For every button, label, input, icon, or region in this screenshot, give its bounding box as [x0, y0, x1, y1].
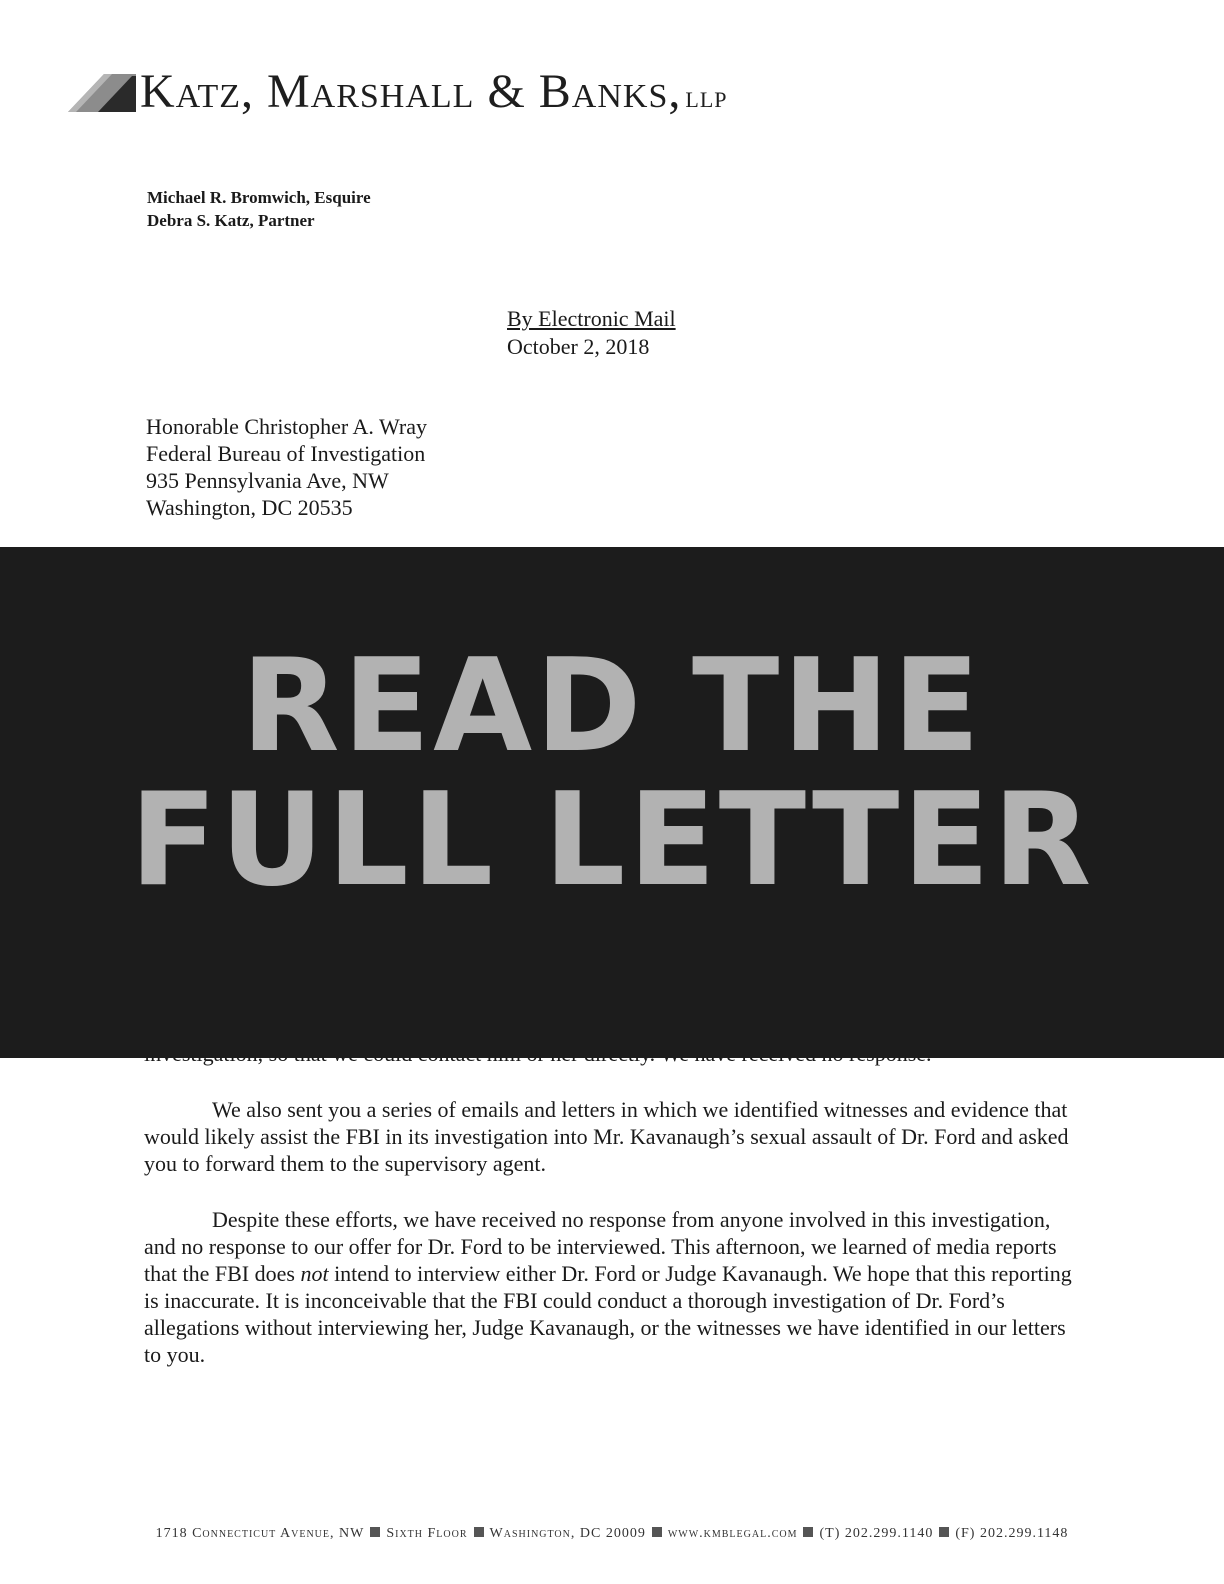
recipient-line: Honorable Christopher A. Wray [146, 414, 427, 439]
firm-suffix: LLP [685, 87, 728, 112]
firm-name-text: Katz, Marshall & Banks, [140, 65, 682, 118]
letterhead-footer [0, 1526, 1224, 1542]
letter-date: October 2, 2018 [507, 334, 650, 359]
firm-logo-icon [68, 74, 136, 112]
separator-square-icon [370, 1527, 380, 1537]
footer-website[interactable]: www.kmblegal.com [667, 1526, 798, 1541]
recipient-address [146, 413, 427, 521]
separator-square-icon [803, 1527, 813, 1537]
read-full-letter-link[interactable] [0, 632, 1224, 915]
recipient-line: Federal Bureau of Investigation [146, 441, 426, 466]
recipient-line: Washington, DC 20535 [146, 495, 353, 520]
separator-square-icon [474, 1527, 484, 1537]
footer-floor: Sixth Floor [386, 1526, 468, 1541]
body-paragraph-1 [144, 1096, 1084, 1177]
paragraph-text-part: intend to interview either Dr. Ford or Judge Kavanaugh. We hope that this reporting is inaccurate. It is inconceivable that the FBI could conduct a thorough investigation of Dr. Ford’s allegations without interviewing her, Judge Kavanaugh, or the witnesses we have identified in our letters to you. [144, 1261, 1072, 1367]
emphasis-text: not [300, 1261, 329, 1286]
delivery-block [507, 305, 676, 361]
cta-line: READ THE [241, 632, 983, 781]
delivery-method: By Electronic Mail [507, 306, 676, 331]
sender-line: Debra S. Katz, Partner [147, 211, 315, 230]
firm-name [140, 64, 728, 119]
paragraph-text-part: Despite these efforts, we have received no response from anyone involved in this investigation, and no response to our offer for Dr. Ford to be interviewed. This afternoon, we learned of media reports that the FBI does [144, 1207, 1057, 1286]
footer-phone: (T) 202.299.1140 [819, 1526, 934, 1541]
footer-city: Washington, DC 20009 [489, 1526, 646, 1541]
separator-square-icon [939, 1527, 949, 1537]
paragraph-text [144, 1206, 1084, 1368]
footer-fax: (F) 202.299.1148 [955, 1526, 1069, 1541]
paragraph-text: We also sent you a series of emails and letters in which we identified witnesses and evidence that would likely assist the FBI in its investigation into Mr. Kavanaugh’s sexual assault of Dr. Ford and asked you to forward them to the supervisory agent. [144, 1097, 1069, 1176]
recipient-line: 935 Pennsylvania Ave, NW [146, 468, 389, 493]
footer-address: 1718 Connecticut Avenue, NW [155, 1526, 365, 1541]
body-paragraph-2 [144, 1206, 1084, 1368]
sender-block [147, 186, 371, 232]
cta-line: FULL LETTER [129, 766, 1095, 915]
sender-line: Michael R. Bromwich, Esquire [147, 188, 371, 207]
separator-square-icon [652, 1527, 662, 1537]
